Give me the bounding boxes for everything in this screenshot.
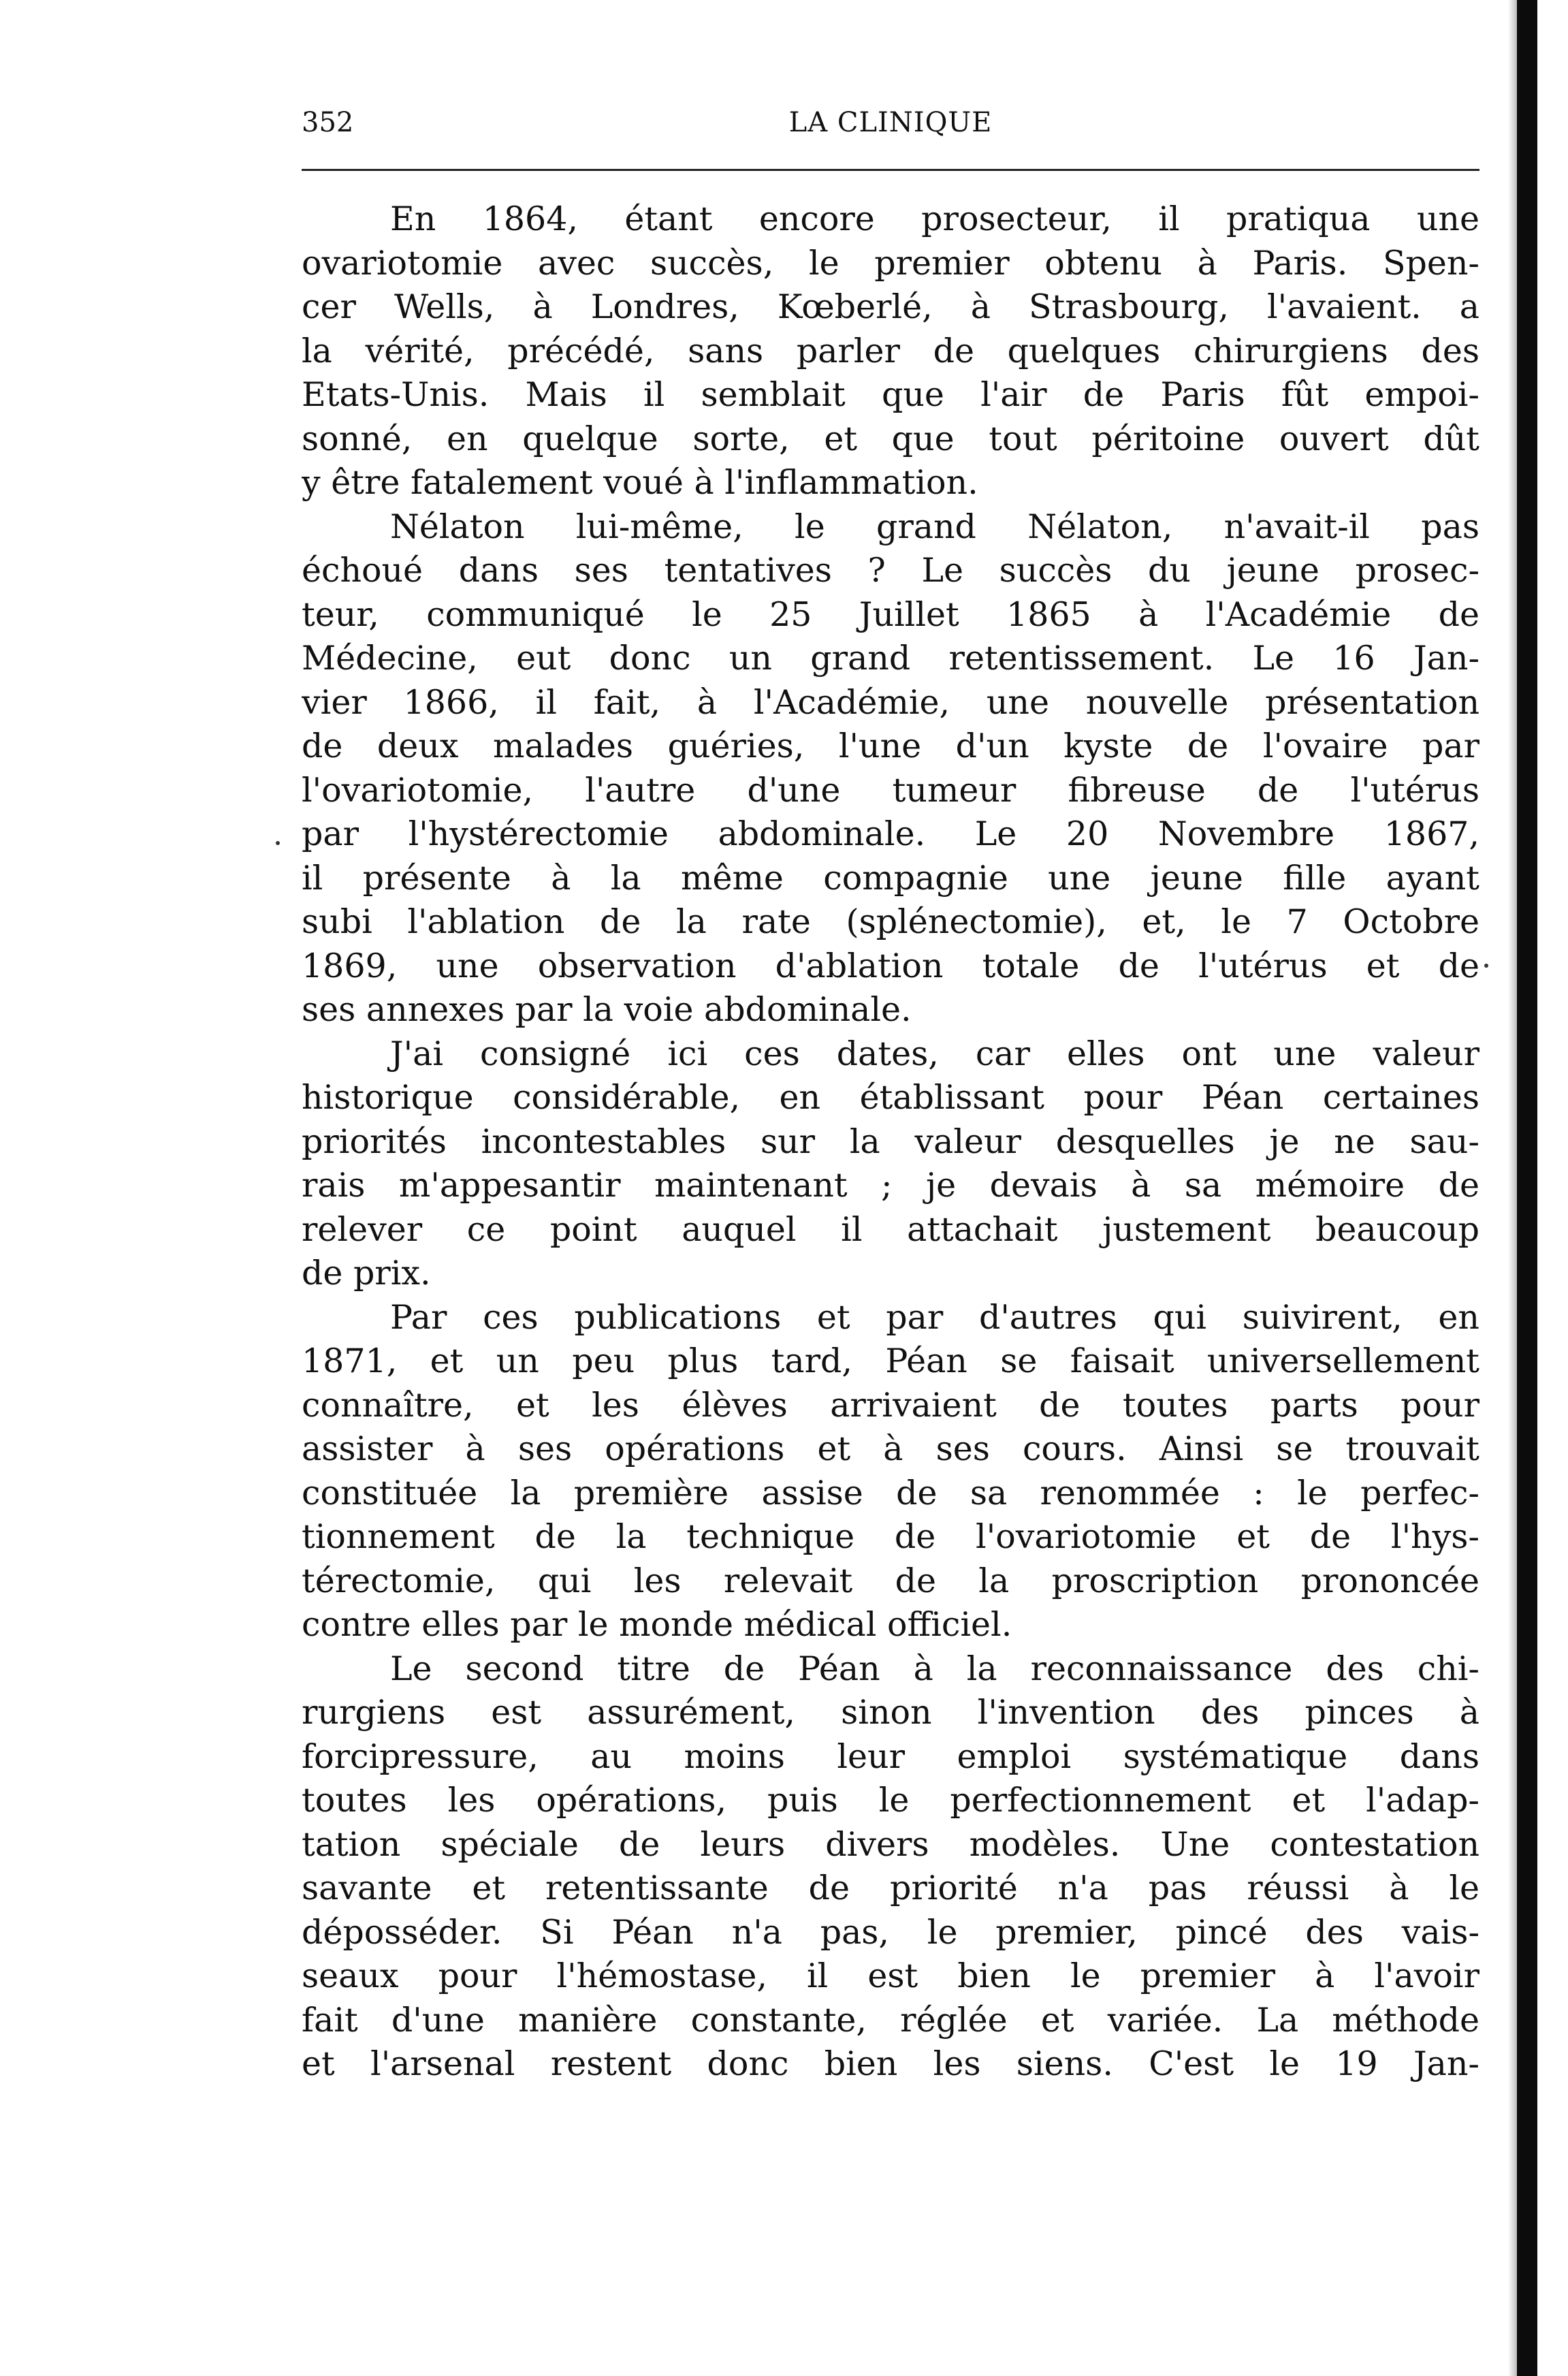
text-line: tionnement de la technique de l'ovariotomie et de l'hys- xyxy=(302,1517,1479,1556)
margin-mark xyxy=(276,841,280,845)
text-line: rurgiens est assurément, sinon l'invention des pinces à xyxy=(302,1693,1479,1732)
text-line: par l'hystérectomie abdominale. Le 20 Novembre 1867, xyxy=(302,814,1479,853)
text-line: 1871, et un peu plus tard, Péan se faisait universellement xyxy=(302,1342,1479,1380)
text-line: fait d'une manière constante, réglée et variée. La méthode xyxy=(302,2000,1479,2040)
text-line: de prix. xyxy=(302,1254,431,1293)
text-line: rais m'appesantir maintenant ; je devais à sa mémoire de xyxy=(302,1166,1479,1205)
text-line: Etats-Unis. Mais il semblait que l'air de Paris fût empoi- xyxy=(302,375,1479,414)
text-line: cer Wells, à Londres, Kœberlé, à Strasbourg, l'avaient. a xyxy=(302,287,1479,326)
text-line: y être fatalement voué à l'inflammation. xyxy=(302,463,978,502)
text-line: En 1864, étant encore prosecteur, il pratiqua une xyxy=(390,200,1479,238)
body-text xyxy=(302,197,1479,2087)
text-line: subi l'ablation de la rate (splénectomie), et, le 7 Octobre xyxy=(302,902,1479,941)
running-title: LA CLINIQUE xyxy=(788,107,993,138)
text-line: échoué dans ses tentatives ? Le succès du jeune prosec- xyxy=(302,551,1479,590)
text-line: ses annexes par la voie abdominale. xyxy=(302,990,912,1029)
text-line: la vérité, précédé, sans parler de quelques chirurgiens des xyxy=(302,331,1479,370)
text-line: priorités incontestables sur la valeur desquelles je ne sau- xyxy=(302,1122,1479,1161)
text-line: sonné, en quelque sorte, et que tout péritoine ouvert dût xyxy=(302,419,1479,458)
text-line: 1869, une observation d'ablation totale de l'utérus et de xyxy=(302,946,1479,985)
text-line: seaux pour l'hémostase, il est bien le premier à l'avoir xyxy=(302,1957,1479,1995)
text-line: Le second titre de Péan à la reconnaissance des chi- xyxy=(390,1649,1479,1688)
text-line: vier 1866, il fait, à l'Académie, une nouvelle présentation xyxy=(302,682,1479,722)
text-line: historique considérable, en établissant pour Péan certaines xyxy=(302,1078,1479,1117)
text-line: forcipressure, au moins leur emploi systématique dans xyxy=(302,1737,1479,1776)
text-line: déposséder. Si Péan n'a pas, le premier, pincé des vais- xyxy=(302,1912,1479,1952)
text-line: connaître, et les élèves arrivaient de toutes parts pour xyxy=(302,1385,1479,1425)
text-line: savante et retentissante de priorité n'a pas réussi à le xyxy=(302,1869,1479,1907)
margin-mark xyxy=(1484,964,1488,968)
text-line: l'ovariotomie, l'autre d'une tumeur fibreuse de l'utérus xyxy=(302,770,1479,810)
text-line: teur, communiqué le 25 Juillet 1865 à l'Académie de xyxy=(302,595,1479,634)
text-line: Par ces publications et par d'autres qui suivirent, en xyxy=(390,1297,1479,1337)
text-line: contre elles par le monde médical officiel. xyxy=(302,1605,1012,1644)
text-line: Nélaton lui-même, le grand Nélaton, n'avait-il pas xyxy=(390,507,1479,546)
text-line: toutes les opérations, puis le perfectionnement et l'adap- xyxy=(302,1781,1479,1820)
header-rule xyxy=(302,169,1479,171)
page-edge-binding xyxy=(1517,0,1537,2376)
text-line: de deux malades guéries, l'une d'un kyste de l'ovaire par xyxy=(302,727,1479,765)
text-line: Médecine, eut donc un grand retentissement. Le 16 Jan- xyxy=(302,639,1479,678)
text-line: térectomie, qui les relevait de la proscription prononcée xyxy=(302,1561,1479,1600)
text-line: relever ce point auquel il attachait justement beaucoup xyxy=(302,1209,1479,1249)
text-line: tation spéciale de leurs divers modèles. Une contestation xyxy=(302,1824,1479,1864)
text-line: il présente à la même compagnie une jeune fille ayant xyxy=(302,858,1479,898)
page-edge-shadow xyxy=(1508,0,1517,2376)
text-line: ovariotomie avec succès, le premier obtenu à Paris. Spen- xyxy=(302,243,1479,283)
text-line: J'ai consigné ici ces dates, car elles ont une valeur xyxy=(390,1034,1479,1073)
page-number: 352 xyxy=(302,107,354,138)
page-header xyxy=(302,99,1479,146)
text-line: constituée la première assise de sa renommée : le perfec- xyxy=(302,1473,1479,1512)
text-line: et l'arsenal restent donc bien les siens. C'est le 19 Jan- xyxy=(302,2044,1479,2083)
text-line: assister à ses opérations et à ses cours. Ainsi se trouvait xyxy=(302,1429,1479,1468)
